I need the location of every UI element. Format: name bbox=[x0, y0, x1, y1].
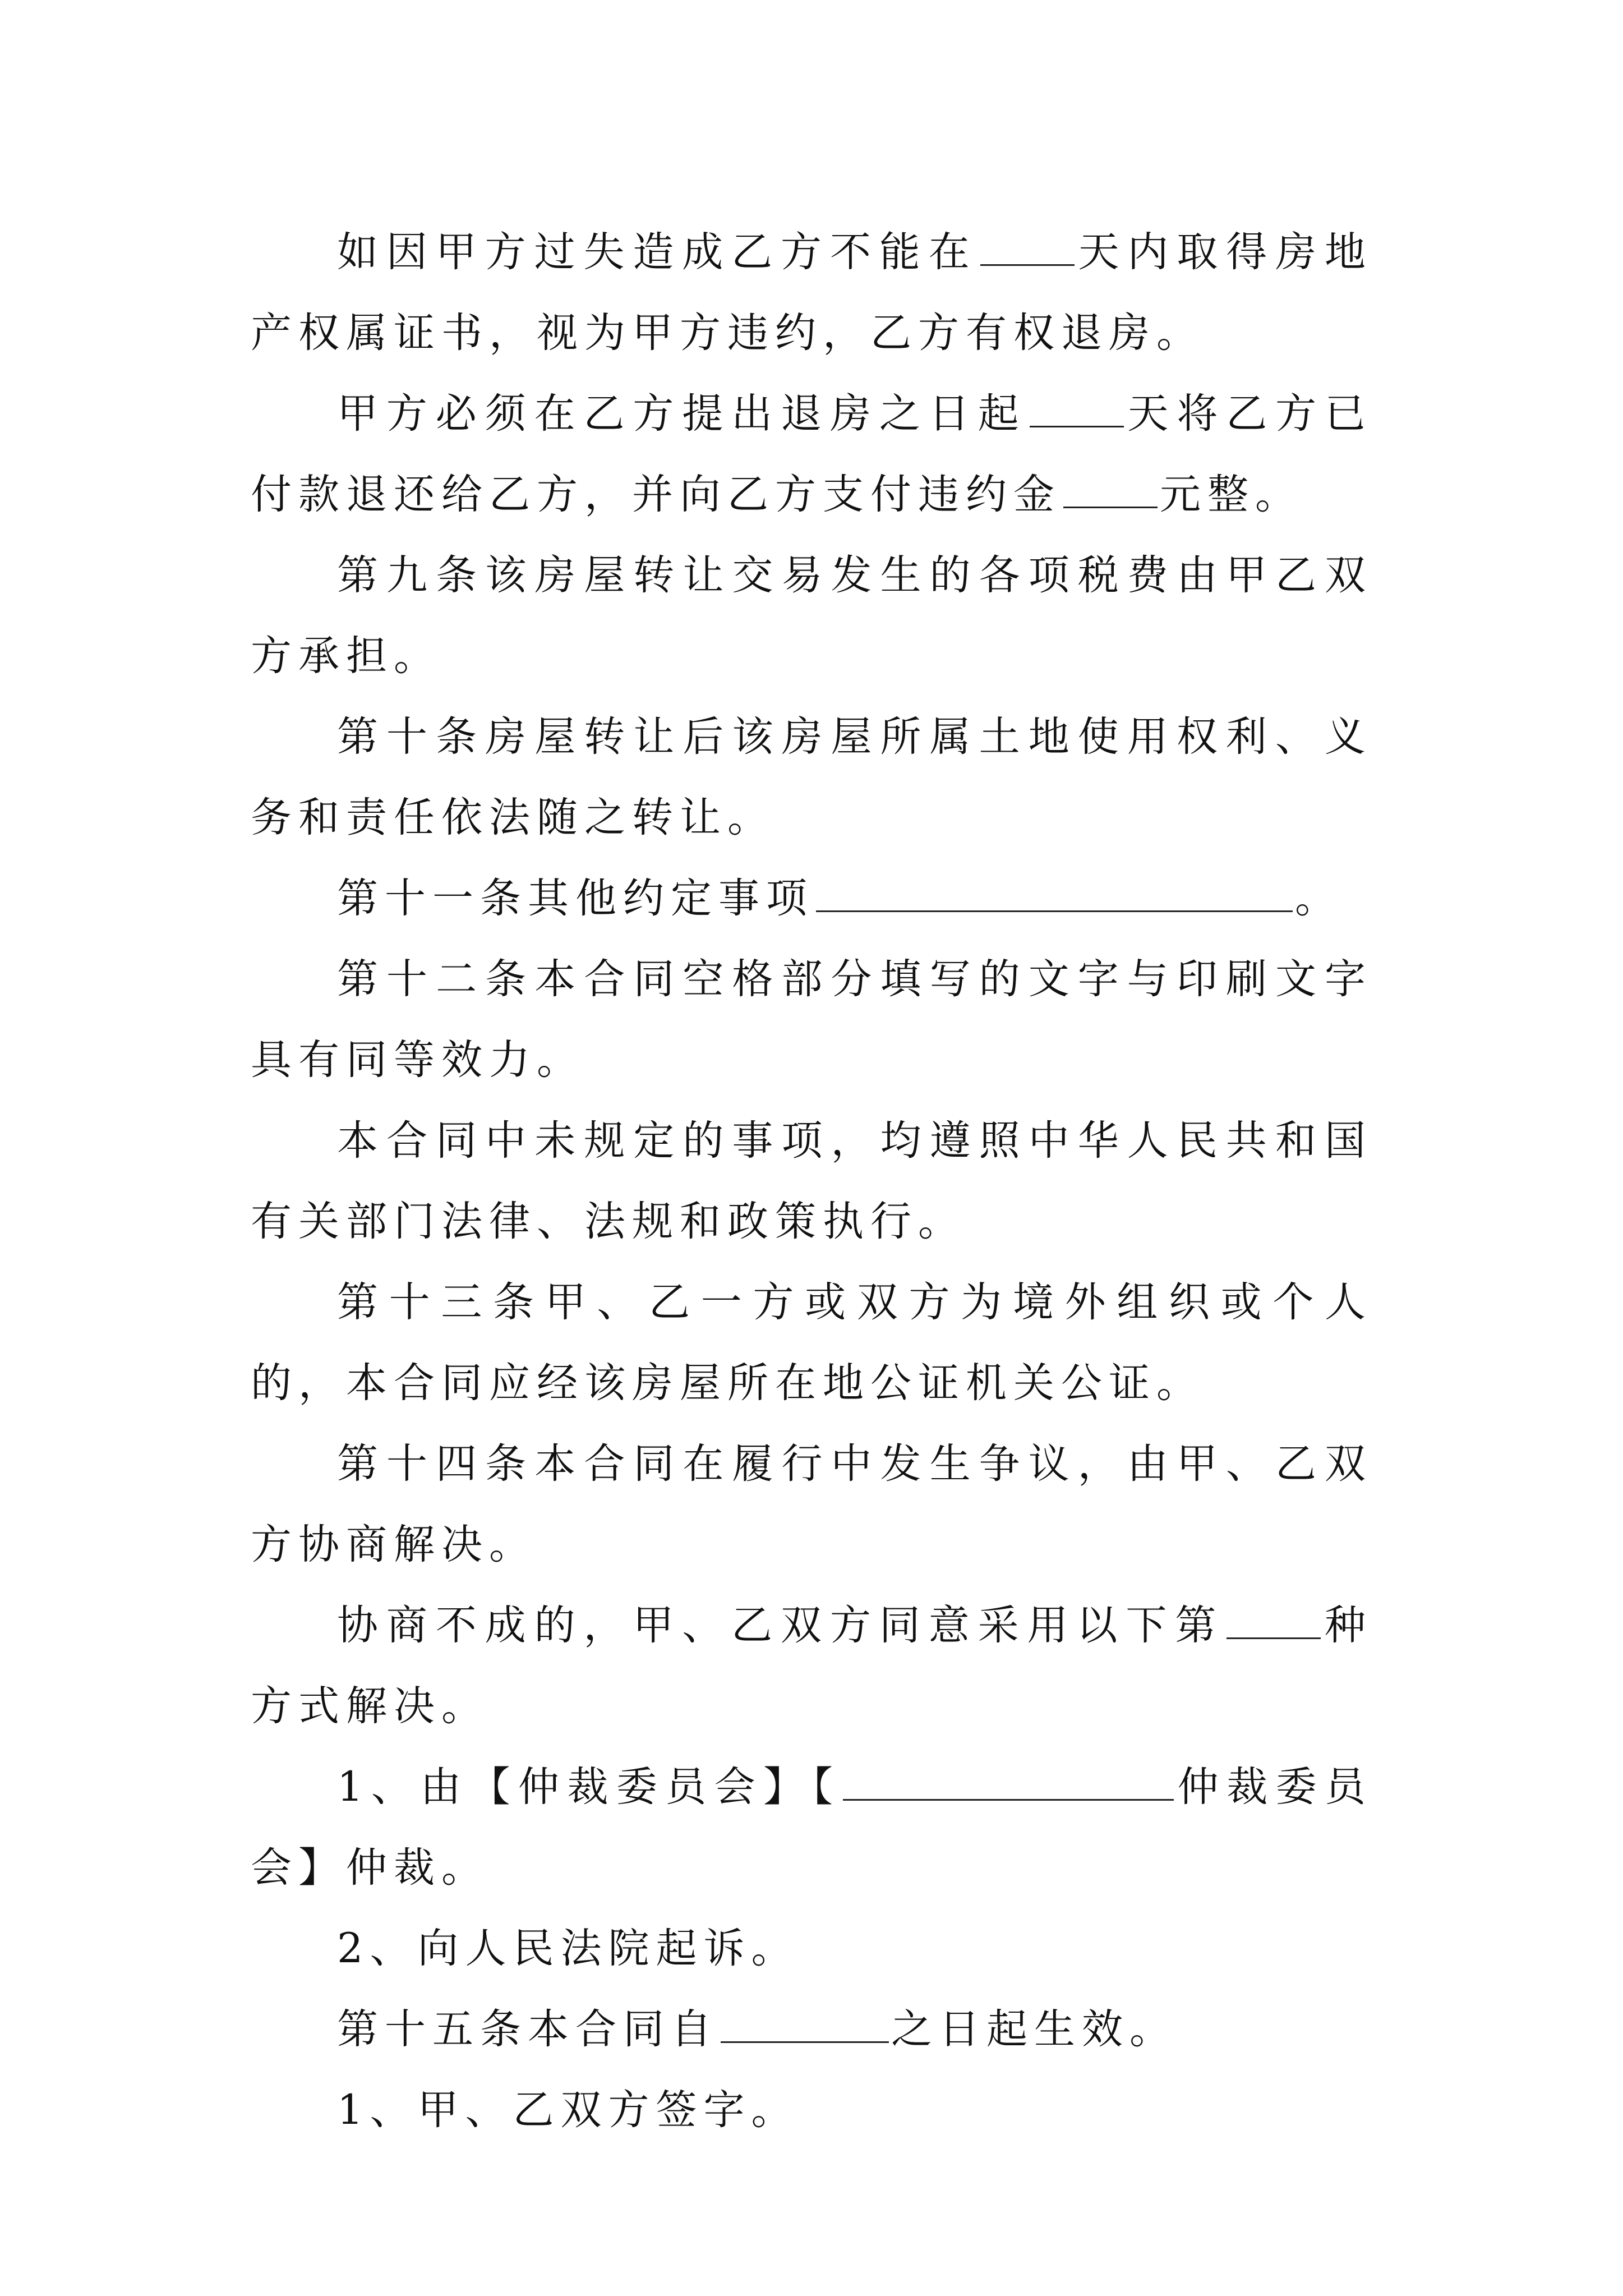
paragraph-article-11 bbox=[251, 858, 1372, 939]
paragraph-signatures bbox=[251, 2070, 1372, 2151]
fill-blank-effective-date[interactable] bbox=[721, 2001, 889, 2043]
paragraph-text: 协商不成的，甲、乙双方同意采用以下第 bbox=[337, 1602, 1225, 1649]
paragraph-text: 第十三条甲、乙一方或双方为境外组织或个人的，本合同应经该房屋所在地公证机关公证。 bbox=[251, 1278, 1372, 1407]
paragraph-article-9 bbox=[251, 535, 1372, 697]
paragraph-text: 第十一条其他约定事项 bbox=[337, 875, 814, 922]
fill-blank-penalty-amount[interactable] bbox=[1063, 466, 1158, 508]
paragraph-article-13 bbox=[251, 1262, 1372, 1424]
paragraph-unspecified-matters bbox=[251, 1101, 1372, 1262]
paragraph-breach-certificate bbox=[251, 212, 1372, 374]
paragraph-text: 天内取得房地产权属证书，视为甲方违约，乙方有权退房。 bbox=[251, 228, 1373, 357]
paragraph-option-arbitration bbox=[251, 1747, 1372, 1908]
paragraph-text: 第十二条本合同空格部分填写的文字与印刷文字具有同等效力。 bbox=[251, 955, 1372, 1084]
paragraph-refund bbox=[251, 374, 1372, 535]
paragraph-dispute-method bbox=[251, 1585, 1372, 1747]
fill-blank-days[interactable] bbox=[980, 224, 1075, 266]
paragraph-article-15 bbox=[251, 1989, 1372, 2070]
fill-blank-other-matters[interactable] bbox=[816, 870, 1293, 912]
paragraph-text: 种方式解决。 bbox=[251, 1602, 1373, 1730]
paragraph-text: 第十四条本合同在履行中发生争议，由甲、乙双方协商解决。 bbox=[251, 1440, 1372, 1568]
paragraph-text: 1、由【仲裁委员会】【 bbox=[337, 1763, 841, 1811]
paragraph-text: 本合同中未规定的事项，均遵照中华人民共和国有关部门法律、法规和政策执行。 bbox=[251, 1117, 1372, 1245]
paragraph-text: 第九条该房屋转让交易发生的各项税费由甲乙双方承担。 bbox=[251, 551, 1372, 680]
document-body bbox=[251, 212, 1372, 2151]
paragraph-text: 第十五条本合同自 bbox=[337, 2005, 718, 2053]
paragraph-text: 天将乙方已付款退还给乙方，并向乙方支付违约金 bbox=[251, 390, 1373, 518]
fill-blank-arbitration-committee[interactable] bbox=[843, 1759, 1174, 1801]
paragraph-text: 甲方必须在乙方提出退房之日起 bbox=[337, 390, 1027, 438]
paragraph-text: 第十条房屋转让后该房屋所属土地使用权利、义务和责任依法随之转让。 bbox=[251, 713, 1372, 841]
paragraph-option-court bbox=[251, 1908, 1372, 1989]
paragraph-text: 2、向人民法院起诉。 bbox=[337, 1925, 799, 1972]
fill-blank-refund-days[interactable] bbox=[1030, 385, 1124, 427]
paragraph-article-10 bbox=[251, 697, 1372, 858]
paragraph-article-14 bbox=[251, 1424, 1372, 1585]
paragraph-text: 。 bbox=[1295, 875, 1343, 922]
paragraph-article-12 bbox=[251, 939, 1372, 1101]
paragraph-text: 1、甲、乙双方签字。 bbox=[337, 2086, 799, 2134]
paragraph-text: 之日起生效。 bbox=[891, 2005, 1177, 2053]
paragraph-text: 仲裁委员会】仲裁。 bbox=[251, 1763, 1373, 1892]
paragraph-text: 如因甲方过失造成乙方不能在 bbox=[337, 228, 978, 276]
fill-blank-method-number[interactable] bbox=[1227, 1597, 1321, 1639]
paragraph-text: 元整。 bbox=[1160, 471, 1303, 518]
